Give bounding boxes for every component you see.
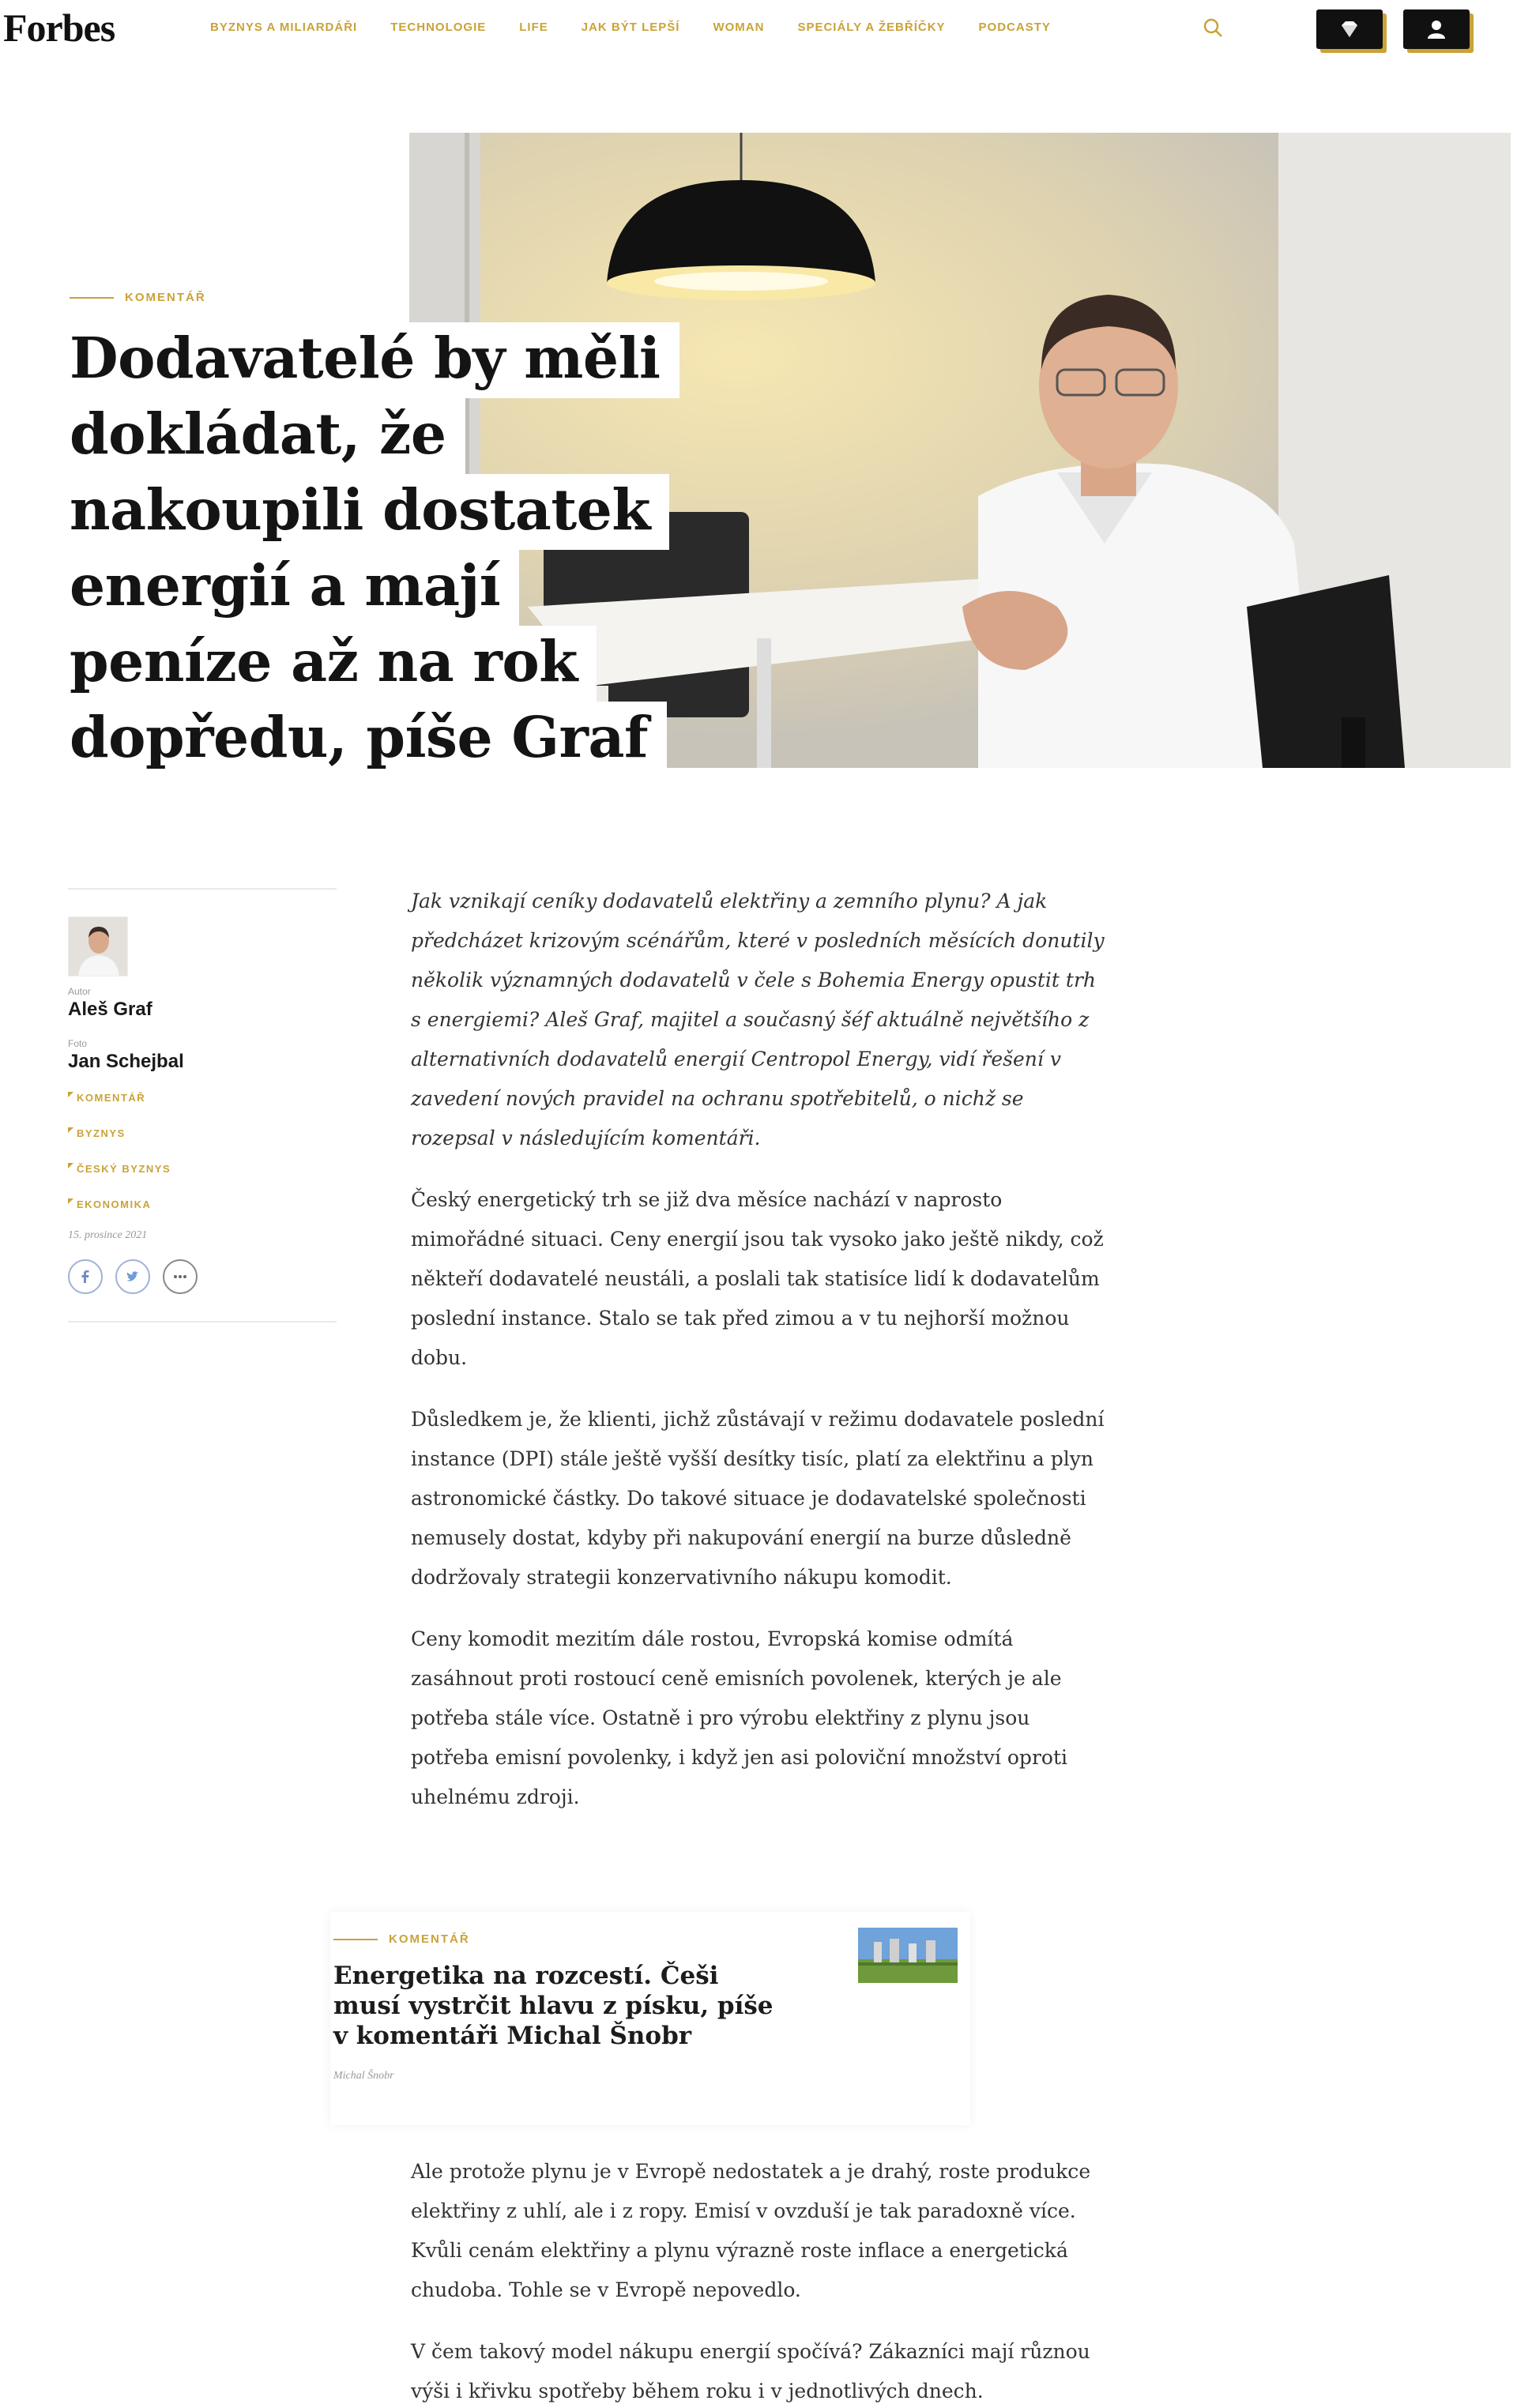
tag-list <box>68 1092 337 1210</box>
related-article-card[interactable] <box>330 1912 970 2125</box>
tag-cesky-byznys[interactable]: ČESKÝ BYZNYS <box>68 1163 337 1175</box>
sidebar-divider-top <box>68 888 337 890</box>
forbes-logo[interactable]: Forbes <box>3 6 115 50</box>
site-header <box>0 0 1517 63</box>
share-facebook-button[interactable] <box>68 1259 103 1294</box>
headline-line: dokládat, že <box>55 398 465 474</box>
search-icon <box>1201 16 1225 40</box>
article-paragraph: Český energetický trh se již dva měsíce nachází v naprosto mimořádné situaci. Ceny energií jsou tak vysoko jako ještě nikdy, což někteří dodavatelé neustáli, a poslali tak statisíce lidí k dodavatelům poslední instance. Stalo se tak před zimou a v tu nejhorší možnou dobu. <box>411 1188 1104 1369</box>
article-body-continued <box>411 2152 1106 2408</box>
nav-item-life[interactable]: LIFE <box>519 21 548 34</box>
photo-credit-label: Foto <box>68 1038 88 1049</box>
nav-item-podcasty[interactable]: PODCASTY <box>978 21 1051 34</box>
headline-line: Dodavatelé by měli <box>55 322 679 398</box>
article-paragraph: V čem takový model nákupu energií spočívá? Zákazníci mají různou výši i křivku spotřeby během roku i v jednotlivých dnech. <box>411 2340 1090 2402</box>
article-lead: Jak vznikají ceníky dodavatelů elektřiny a zemního plynu? A jak předcházet krizovým scénářům, které v posledních měsících donutily několik významných dodavatelů v čele s Bohemia Energy opustit trh s energiemi? Aleš Graf, majitel a současný šéf aktuálně největšího z alternativních dodavatelů energií Centropol Energy, vidí řešení v zavedení nových pravidel na ochranu spotřebitelů, o nichž se rozepsal v následujícím komentáři. <box>411 890 1105 1149</box>
article-paragraph: Ceny komodit mezitím dále rostou, Evropská komise odmítá zasáhnout proti rostoucí ceně emisních povolenek, kterých je ale potřeba stále více. Ostatně i pro výrobu elektřiny z plynu jsou potřeba emisní povolenky, i když jen asi poloviční množství oproti uhelnému zdroji. <box>411 1627 1067 1808</box>
share-buttons <box>68 1259 337 1294</box>
account-button[interactable] <box>1403 9 1470 49</box>
publish-date: 15. prosince 2021 <box>68 1229 148 1241</box>
nav-item-woman[interactable]: WOMAN <box>713 21 765 34</box>
author-label: Autor <box>68 986 91 997</box>
related-kicker <box>333 1932 470 1946</box>
related-thumbnail[interactable] <box>858 1928 958 1983</box>
sidebar-divider-bottom <box>68 1321 337 1323</box>
twitter-icon <box>125 1269 141 1285</box>
more-icon <box>172 1269 188 1285</box>
kicker-line <box>70 297 114 299</box>
premium-button[interactable] <box>1316 9 1383 49</box>
article-kicker[interactable] <box>70 291 206 304</box>
share-twitter-button[interactable] <box>115 1259 150 1294</box>
tag-byznys[interactable]: BYZNYS <box>68 1127 337 1139</box>
headline-line: dopředu, píše Graf <box>55 702 667 777</box>
article-body <box>411 882 1106 1817</box>
related-author: Michal Šnobr <box>333 2070 394 2082</box>
diamond-icon <box>1338 18 1361 40</box>
photo-credit-name: Jan Schejbal <box>68 1051 184 1072</box>
kicker-label: KOMENTÁŘ <box>125 291 206 304</box>
search-button[interactable] <box>1201 16 1225 40</box>
nav-item-byznys[interactable]: BYZNYS A MILIARDÁŘI <box>210 21 358 34</box>
related-title[interactable]: Energetika na rozcestí. Češi musí vystrčit hlavu z písku, píše v komentáři Michal Šnobr <box>333 1962 774 2050</box>
headline-line: nakoupili dostatek <box>55 474 669 550</box>
tag-komentar[interactable]: KOMENTÁŘ <box>68 1092 337 1104</box>
article-headline <box>55 322 735 777</box>
kicker-line <box>333 1939 378 1940</box>
share-more-button[interactable] <box>163 1259 198 1294</box>
headline-line: energií a mají <box>55 550 519 626</box>
main-nav <box>210 21 1084 34</box>
nav-item-technologie[interactable]: TECHNOLOGIE <box>390 21 487 34</box>
article-paragraph: Důsledkem je, že klienti, jichž zůstávají v režimu dodavatele poslední instance (DPI) stále ještě vyšší desítky tisíc, platí za elektřinu a plyn astronomické částky. Do takové situace je dodavatelské společnosti nemusely dostat, kdyby při nakupování energií na burze důsledně dodržovaly strategii konzervativního nákupu komodit. <box>411 1408 1105 1589</box>
nav-item-jak-byt-lepsi[interactable]: JAK BÝT LEPŠÍ <box>581 21 680 34</box>
author-name[interactable]: Aleš Graf <box>68 999 152 1020</box>
headline-line: peníze až na rok <box>55 626 597 702</box>
author-avatar[interactable] <box>68 916 128 976</box>
article-paragraph: Ale protože plynu je v Evropě nedostatek a je drahý, roste produkce elektřiny z uhlí, ale i z ropy. Emisí v ovzduší je tak paradoxně více. Kvůli cenám elektřiny a plynu výrazně roste inflace a energetická chudoba. Tohle se v Evropě nepovedlo. <box>411 2160 1091 2301</box>
tag-ekonomika[interactable]: EKONOMIKA <box>68 1198 337 1210</box>
article-meta-sidebar <box>68 888 337 1323</box>
facebook-icon <box>77 1269 93 1285</box>
nav-item-specialy[interactable]: SPECIÁLY A ŽEBŘÍČKY <box>797 21 946 34</box>
related-kicker-label: KOMENTÁŘ <box>389 1932 470 1946</box>
user-icon <box>1425 18 1447 40</box>
